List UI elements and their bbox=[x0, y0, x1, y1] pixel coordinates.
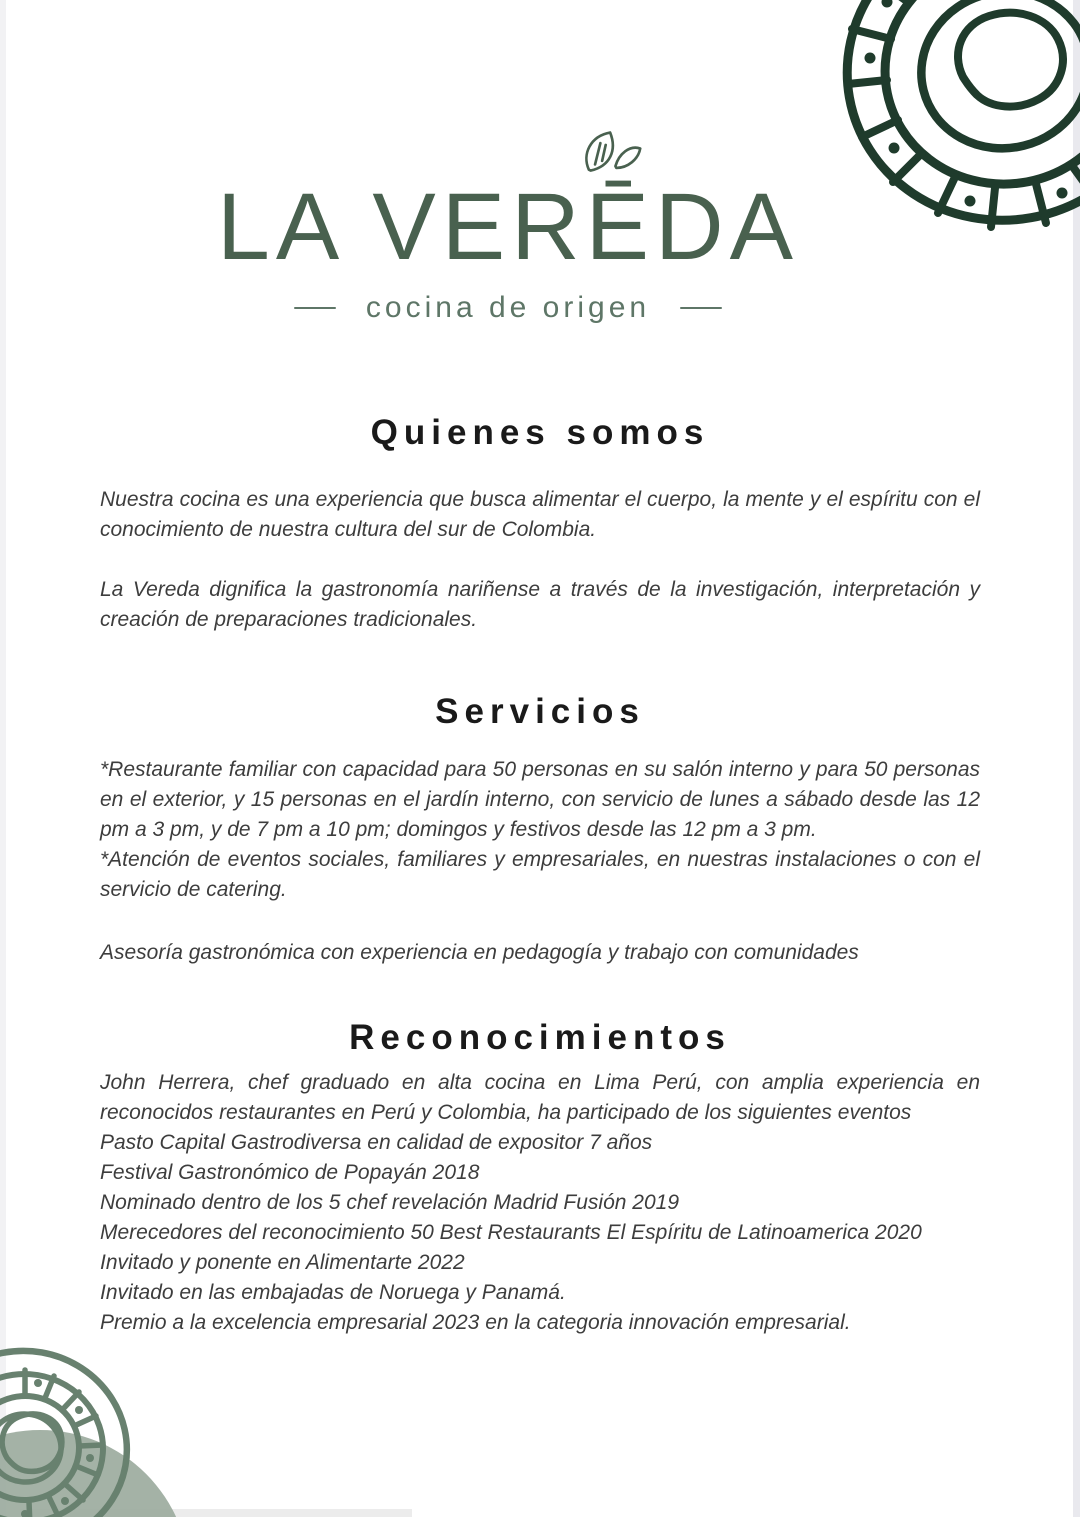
award-item: Invitado en las embajadas de Noruega y Panamá. bbox=[100, 1281, 566, 1304]
paragraph: John Herrera, chef graduado en alta cocina en Lima Perú, con amplia experiencia en reconocidos restaurantes en Perú y Colombia, ha participado de los siguientes eventos bbox=[100, 1071, 980, 1124]
logo-wordmark: LA VERĒDA bbox=[216, 174, 800, 280]
tagline-dash-right bbox=[680, 307, 722, 310]
section-quienes-somos bbox=[100, 413, 980, 635]
tagline-text: cocina de origen bbox=[365, 291, 651, 324]
paragraph: *Atención de eventos sociales, familiares y empresariales, en nuestras instalaciones o con el servicio de catering. bbox=[100, 848, 980, 901]
award-item: Nominado dentro de los 5 chef revelación Madrid Fusión 2019 bbox=[100, 1191, 680, 1214]
tree-rings-ornament-bottom-left bbox=[0, 1308, 205, 1517]
logo-tagline bbox=[217, 291, 799, 325]
award-item: Merecedores del reconocimiento 50 Best Restaurants El Espíritu de Latinoamerica 2020 bbox=[100, 1221, 922, 1244]
section-title-reconocimientos: Reconocimientos bbox=[349, 1018, 731, 1057]
section-title-quienes-somos: Quienes somos bbox=[370, 413, 710, 452]
paragraph: Asesoría gastronómica con experiencia en pedagogía y trabajo con comunidades bbox=[100, 941, 859, 964]
award-item: Festival Gastronómico de Popayán 2018 bbox=[100, 1161, 480, 1184]
leaves-icon bbox=[580, 128, 642, 176]
section-title-servicios: Servicios bbox=[435, 692, 645, 731]
awards-list bbox=[100, 1128, 980, 1338]
section-servicios bbox=[100, 692, 980, 968]
section-reconocimientos bbox=[100, 1018, 980, 1338]
paragraph: Nuestra cocina es una experiencia que busca alimentar el cuerpo, la mente y el espíritu con el conocimiento de nuestra cultura del sur de Colombia. bbox=[100, 488, 980, 541]
paragraph: La Vereda dignifica la gastronomía nariñense a través de la investigación, interpretación y creación de preparaciones tradicionales. bbox=[100, 578, 980, 631]
award-item: Premio a la excelencia empresarial 2023 en la categoria innovación empresarial. bbox=[100, 1311, 851, 1334]
paragraph: *Restaurante familiar con capacidad para 50 personas en su salón interno y para 50 personas en el exterior, y 15 personas en el jardín interno, con servicio de lunes a sábado desde las 12 pm a 3 pm, y de 7 pm a 10 pm; domingos y festivos desde las 12 pm a 3 pm. bbox=[100, 758, 980, 841]
tagline-dash-left bbox=[294, 307, 336, 310]
restaurant-logo bbox=[0, 128, 1048, 325]
award-item: Invitado y ponente en Alimentarte 2022 bbox=[100, 1251, 465, 1274]
award-item: Pasto Capital Gastrodiversa en calidad de expositor 7 años bbox=[100, 1131, 653, 1154]
page-content bbox=[100, 413, 980, 1338]
